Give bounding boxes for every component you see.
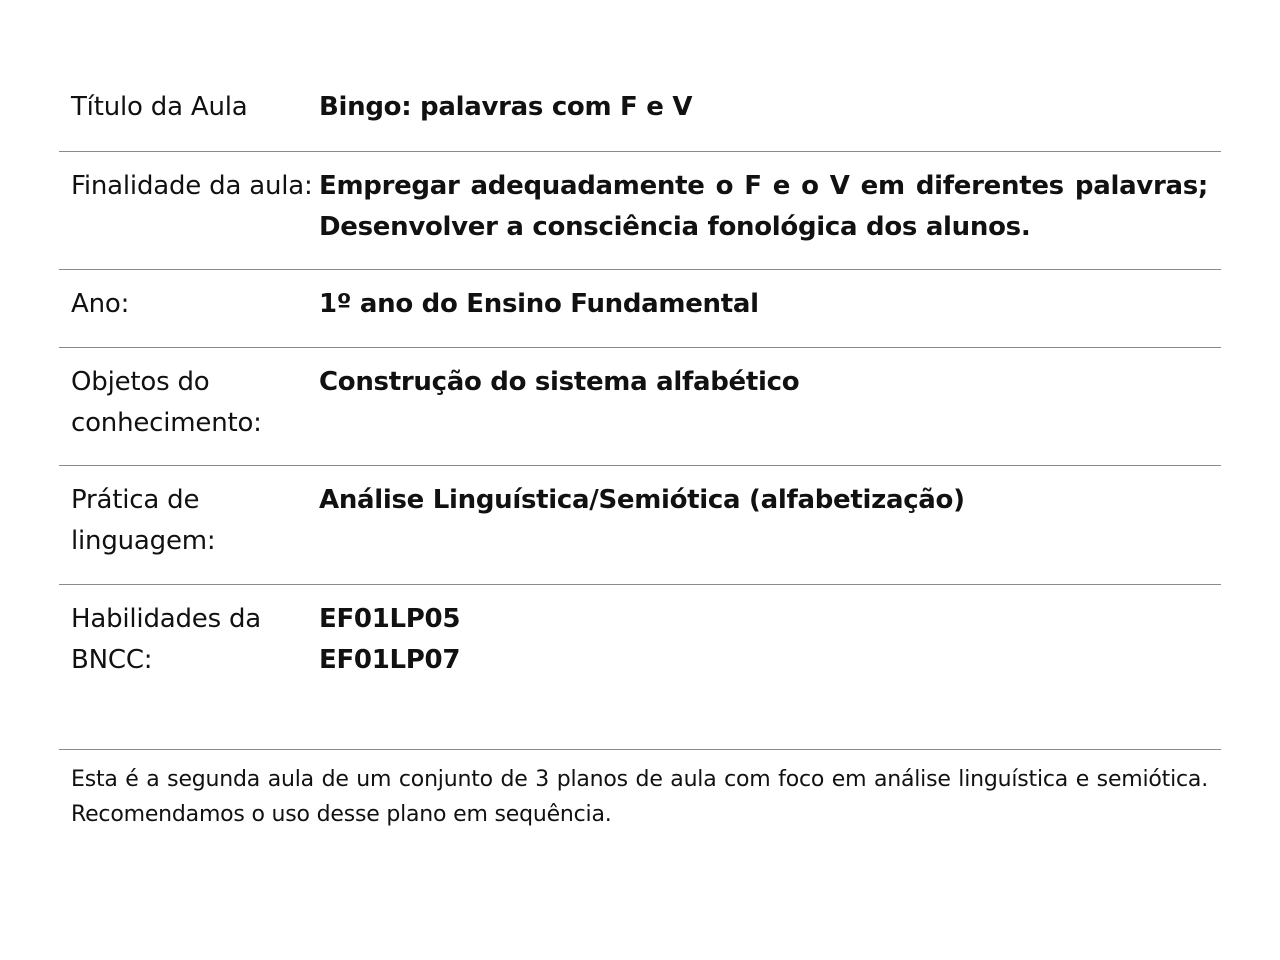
row-finalidade (59, 152, 1221, 270)
sequence-note: Esta é a segunda aula de um conjunto de 3 planos de aula com foco em análise linguística e semiótica. Recomendamos o uso desse plano em sequência. (71, 767, 1208, 827)
row-label: Finalidade da aula: (71, 171, 313, 201)
row-value (319, 599, 1221, 749)
row-objetos (59, 348, 1221, 466)
row-value: Análise Linguística/Semiótica (alfabetização) (319, 485, 965, 515)
row-value: Empregar adequadamente o F e o V em diferentes palavras; Desenvolver a consciência fonológica dos alunos. (319, 171, 1208, 242)
row-ano (59, 270, 1221, 348)
row-value: 1º ano do Ensino Fundamental (319, 289, 759, 319)
skill-code: EF01LP05 (319, 604, 461, 634)
row-value: Bingo: palavras com F e V (319, 92, 693, 122)
row-label: Habilidades da BNCC: (71, 604, 262, 675)
row-habilidades (59, 585, 1221, 750)
skill-code: EF01LP07 (319, 645, 461, 675)
row-value: Construção do sistema alfabético (319, 367, 800, 397)
row-pratica (59, 466, 1221, 585)
row-label: Ano: (71, 289, 130, 319)
row-label: Prática de linguagem: (71, 485, 216, 556)
row-label: Título da Aula (71, 92, 248, 122)
lesson-plan-table (59, 70, 1221, 832)
row-label: Objetos do conhecimento: (71, 367, 262, 438)
row-titulo (59, 70, 1221, 152)
